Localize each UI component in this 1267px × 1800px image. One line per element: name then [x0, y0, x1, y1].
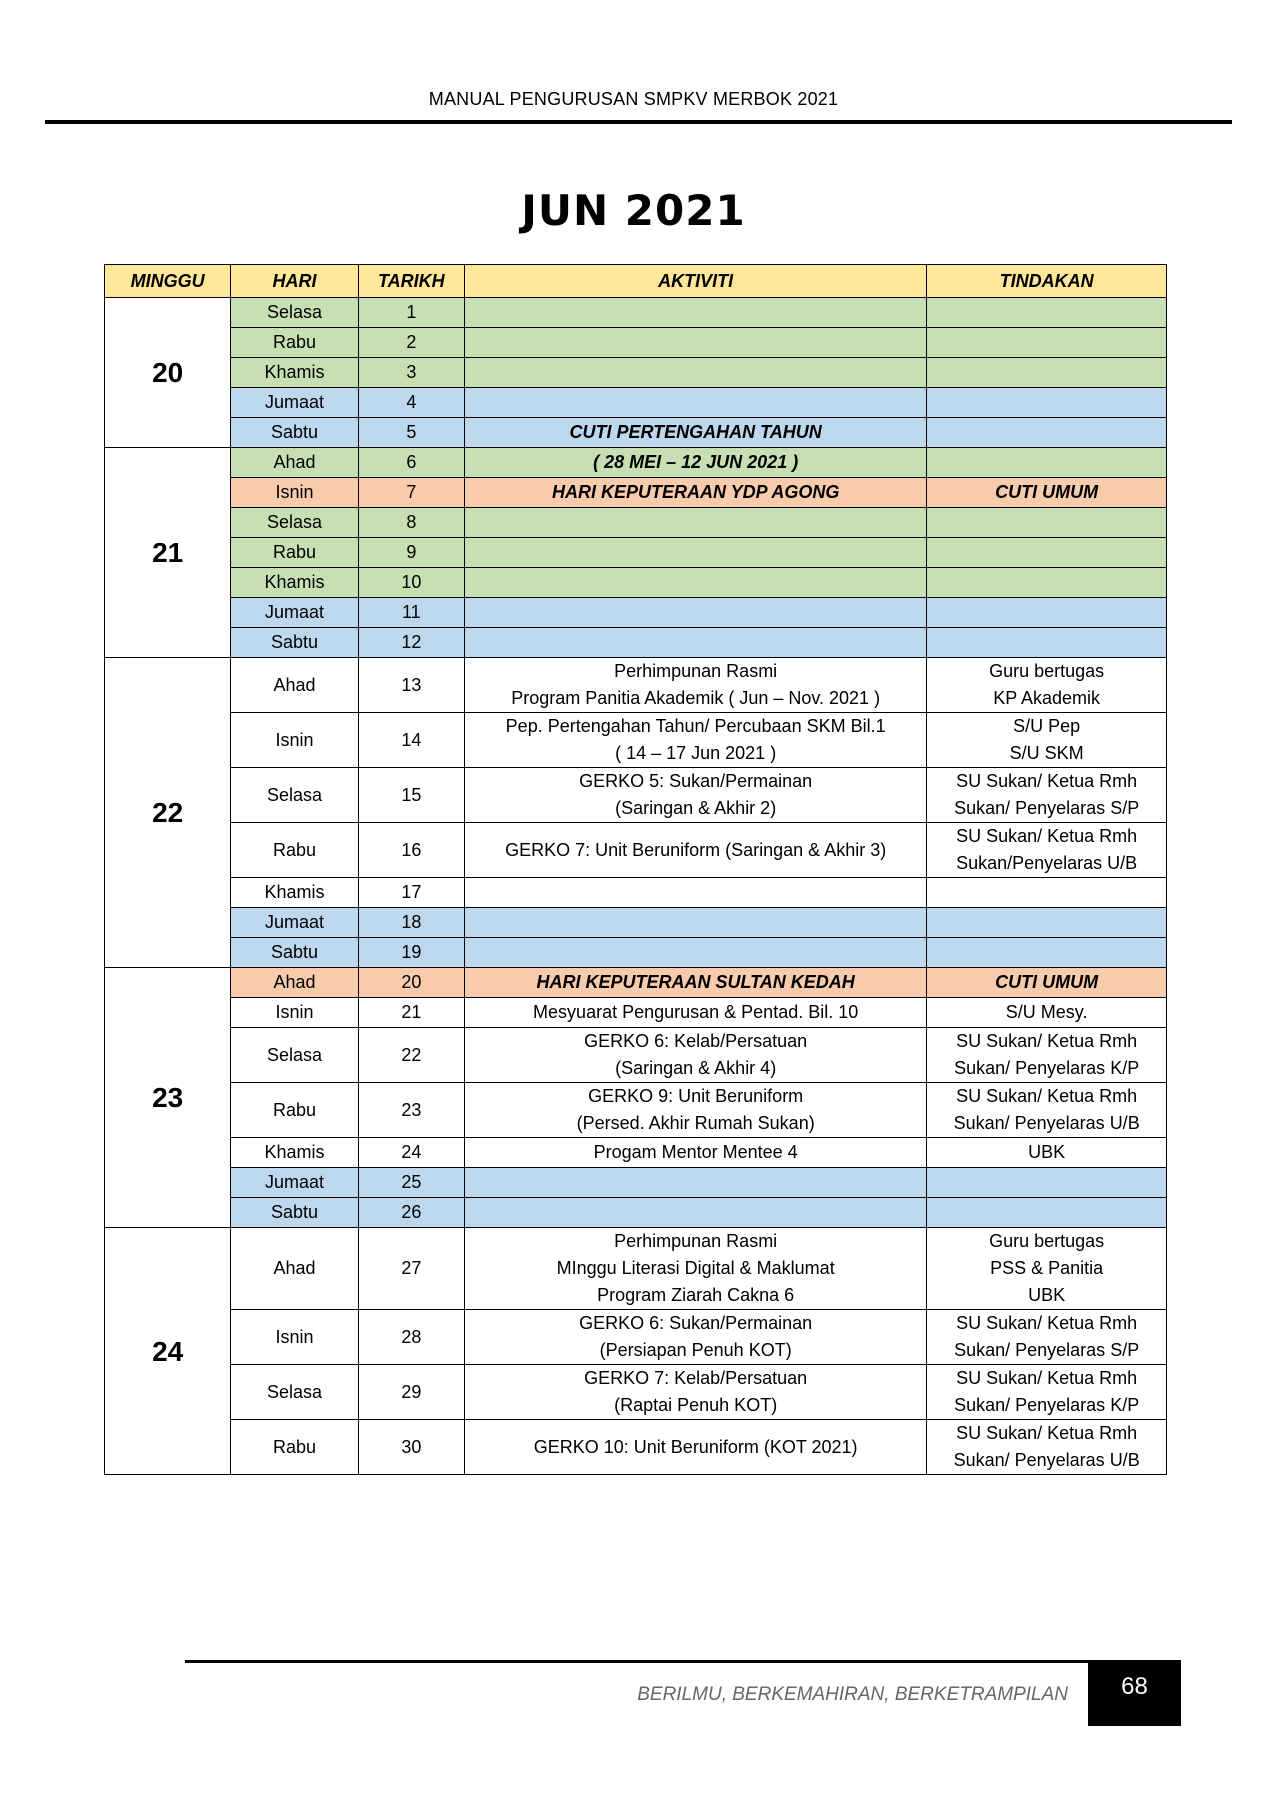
activity-cell	[465, 938, 927, 968]
day-cell: Jumaat	[231, 388, 358, 418]
date-cell: 10	[358, 568, 464, 598]
date-cell: 4	[358, 388, 464, 418]
activity-cell: GERKO 9: Unit Beruniform (Persed. Akhir Rumah Sukan)	[465, 1083, 927, 1138]
date-cell: 12	[358, 628, 464, 658]
activity-cell: Pep. Pertengahan Tahun/ Percubaan SKM Bil.1 ( 14 – 17 Jun 2021 )	[465, 713, 927, 768]
day-cell: Ahad	[231, 968, 358, 998]
table-row	[105, 878, 1167, 908]
table-row	[105, 998, 1167, 1028]
table-row	[105, 1365, 1167, 1420]
table-row	[105, 298, 1167, 328]
table-row	[105, 658, 1167, 713]
header-hari: HARI	[231, 265, 358, 298]
activity-cell	[465, 908, 927, 938]
date-cell: 17	[358, 878, 464, 908]
table-row	[105, 1310, 1167, 1365]
date-cell: 3	[358, 358, 464, 388]
day-cell: Selasa	[231, 298, 358, 328]
table-row	[105, 1083, 1167, 1138]
date-cell: 18	[358, 908, 464, 938]
action-cell	[927, 298, 1167, 328]
activity-cell	[465, 538, 927, 568]
week-cell: 24	[105, 1228, 231, 1475]
day-cell: Khamis	[231, 1138, 358, 1168]
day-cell: Selasa	[231, 768, 358, 823]
activity-cell: Perhimpunan Rasmi MInggu Literasi Digital & Maklumat Program Ziarah Cakna 6	[465, 1228, 927, 1310]
day-cell: Khamis	[231, 568, 358, 598]
table-row	[105, 358, 1167, 388]
day-cell: Isnin	[231, 1310, 358, 1365]
day-cell: Isnin	[231, 998, 358, 1028]
date-cell: 24	[358, 1138, 464, 1168]
day-cell: Ahad	[231, 658, 358, 713]
day-cell: Sabtu	[231, 418, 358, 448]
week-cell: 23	[105, 968, 231, 1228]
action-cell: S/U Mesy.	[927, 998, 1167, 1028]
date-cell: 20	[358, 968, 464, 998]
date-cell: 22	[358, 1028, 464, 1083]
day-cell: Ahad	[231, 448, 358, 478]
day-cell: Rabu	[231, 328, 358, 358]
day-cell: Khamis	[231, 358, 358, 388]
action-cell: Guru bertugas KP Akademik	[927, 658, 1167, 713]
activity-cell	[465, 568, 927, 598]
action-cell: UBK	[927, 1138, 1167, 1168]
activity-cell: ( 28 MEI – 12 JUN 2021 )	[465, 448, 927, 478]
action-cell: S/U Pep S/U SKM	[927, 713, 1167, 768]
activity-cell	[465, 298, 927, 328]
activity-cell: Perhimpunan Rasmi Program Panitia Akademik ( Jun – Nov. 2021 )	[465, 658, 927, 713]
date-cell: 2	[358, 328, 464, 358]
action-cell: SU Sukan/ Ketua Rmh Sukan/ Penyelaras S/P	[927, 1310, 1167, 1365]
day-cell: Jumaat	[231, 908, 358, 938]
action-cell: SU Sukan/ Ketua Rmh Sukan/ Penyelaras K/P	[927, 1028, 1167, 1083]
day-cell: Ahad	[231, 1228, 358, 1310]
date-cell: 16	[358, 823, 464, 878]
table-row	[105, 1420, 1167, 1475]
day-cell: Sabtu	[231, 938, 358, 968]
action-cell	[927, 878, 1167, 908]
activity-cell: Progam Mentor Mentee 4	[465, 1138, 927, 1168]
activity-cell: CUTI PERTENGAHAN TAHUN	[465, 418, 927, 448]
activity-cell: GERKO 5: Sukan/Permainan (Saringan & Akhir 2)	[465, 768, 927, 823]
week-cell: 22	[105, 658, 231, 968]
action-cell: SU Sukan/ Ketua Rmh Sukan/Penyelaras U/B	[927, 823, 1167, 878]
table-row	[105, 768, 1167, 823]
date-cell: 15	[358, 768, 464, 823]
table-row	[105, 478, 1167, 508]
header-minggu: MINGGU	[105, 265, 231, 298]
table-row	[105, 938, 1167, 968]
table-row	[105, 1168, 1167, 1198]
activity-cell	[465, 508, 927, 538]
activity-cell	[465, 388, 927, 418]
table-row	[105, 713, 1167, 768]
day-cell: Isnin	[231, 713, 358, 768]
date-cell: 25	[358, 1168, 464, 1198]
date-cell: 19	[358, 938, 464, 968]
date-cell: 29	[358, 1365, 464, 1420]
table-row	[105, 448, 1167, 478]
action-cell	[927, 568, 1167, 598]
date-cell: 6	[358, 448, 464, 478]
activity-cell: GERKO 7: Kelab/Persatuan (Raptai Penuh KOT)	[465, 1365, 927, 1420]
date-cell: 30	[358, 1420, 464, 1475]
header-tindakan: TINDAKAN	[927, 265, 1167, 298]
day-cell: Sabtu	[231, 628, 358, 658]
action-cell: Guru bertugas PSS & Panitia UBK	[927, 1228, 1167, 1310]
activity-cell	[465, 628, 927, 658]
date-cell: 7	[358, 478, 464, 508]
date-cell: 27	[358, 1228, 464, 1310]
action-cell: CUTI UMUM	[927, 478, 1167, 508]
action-cell	[927, 388, 1167, 418]
table-header-row	[105, 265, 1167, 298]
page-number: 68	[1088, 1660, 1181, 1726]
table-row	[105, 1198, 1167, 1228]
day-cell: Selasa	[231, 1028, 358, 1083]
footer-motto: BERILMU, BERKEMAHIRAN, BERKETRAMPILAN	[637, 1684, 1068, 1705]
table-row	[105, 823, 1167, 878]
date-cell: 26	[358, 1198, 464, 1228]
action-cell	[927, 1168, 1167, 1198]
table-row	[105, 628, 1167, 658]
activity-cell: GERKO 7: Unit Beruniform (Saringan & Akhir 3)	[465, 823, 927, 878]
header-divider	[45, 120, 1232, 124]
day-cell: Rabu	[231, 538, 358, 568]
day-cell: Khamis	[231, 878, 358, 908]
week-cell: 21	[105, 448, 231, 658]
activity-cell	[465, 1198, 927, 1228]
header-tarikh: TARIKH	[358, 265, 464, 298]
date-cell: 1	[358, 298, 464, 328]
action-cell	[927, 328, 1167, 358]
date-cell: 11	[358, 598, 464, 628]
action-cell: SU Sukan/ Ketua Rmh Sukan/ Penyelaras K/P	[927, 1365, 1167, 1420]
table-row	[105, 968, 1167, 998]
schedule-table	[104, 264, 1167, 1475]
activity-cell: GERKO 6: Sukan/Permainan (Persiapan Penuh KOT)	[465, 1310, 927, 1365]
day-cell: Selasa	[231, 508, 358, 538]
activity-cell: HARI KEPUTERAAN YDP AGONG	[465, 478, 927, 508]
date-cell: 23	[358, 1083, 464, 1138]
day-cell: Rabu	[231, 823, 358, 878]
header-aktiviti: AKTIVITI	[465, 265, 927, 298]
action-cell	[927, 448, 1167, 478]
document-header: MANUAL PENGURUSAN SMPKV MERBOK 2021	[428, 89, 839, 109]
table-row	[105, 538, 1167, 568]
day-cell: Rabu	[231, 1083, 358, 1138]
date-cell: 21	[358, 998, 464, 1028]
activity-cell	[465, 328, 927, 358]
action-cell	[927, 418, 1167, 448]
day-cell: Selasa	[231, 1365, 358, 1420]
activity-cell: GERKO 10: Unit Beruniform (KOT 2021)	[465, 1420, 927, 1475]
date-cell: 5	[358, 418, 464, 448]
activity-cell: HARI KEPUTERAAN SULTAN KEDAH	[465, 968, 927, 998]
action-cell	[927, 628, 1167, 658]
activity-cell	[465, 358, 927, 388]
table-row	[105, 388, 1167, 418]
action-cell	[927, 508, 1167, 538]
date-cell: 8	[358, 508, 464, 538]
date-cell: 14	[358, 713, 464, 768]
table-row	[105, 418, 1167, 448]
activity-cell: Mesyuarat Pengurusan & Pentad. Bil. 10	[465, 998, 927, 1028]
table-row	[105, 1138, 1167, 1168]
table-row	[105, 908, 1167, 938]
date-cell: 9	[358, 538, 464, 568]
table-row	[105, 1028, 1167, 1083]
action-cell	[927, 538, 1167, 568]
action-cell: SU Sukan/ Ketua Rmh Sukan/ Penyelaras U/B	[927, 1083, 1167, 1138]
table-row	[105, 508, 1167, 538]
action-cell	[927, 908, 1167, 938]
activity-cell: GERKO 6: Kelab/Persatuan (Saringan & Akhir 4)	[465, 1028, 927, 1083]
action-cell: SU Sukan/ Ketua Rmh Sukan/ Penyelaras U/B	[927, 1420, 1167, 1475]
action-cell: CUTI UMUM	[927, 968, 1167, 998]
day-cell: Rabu	[231, 1420, 358, 1475]
date-cell: 13	[358, 658, 464, 713]
week-cell: 20	[105, 298, 231, 448]
action-cell: SU Sukan/ Ketua Rmh Sukan/ Penyelaras S/P	[927, 768, 1167, 823]
table-row	[105, 598, 1167, 628]
day-cell: Isnin	[231, 478, 358, 508]
activity-cell	[465, 598, 927, 628]
day-cell: Jumaat	[231, 1168, 358, 1198]
action-cell	[927, 598, 1167, 628]
day-cell: Jumaat	[231, 598, 358, 628]
table-row	[105, 328, 1167, 358]
footer-divider	[185, 1660, 1090, 1663]
table-row	[105, 1228, 1167, 1310]
action-cell	[927, 1198, 1167, 1228]
action-cell	[927, 358, 1167, 388]
date-cell: 28	[358, 1310, 464, 1365]
day-cell: Sabtu	[231, 1198, 358, 1228]
action-cell	[927, 938, 1167, 968]
activity-cell	[465, 1168, 927, 1198]
table-row	[105, 568, 1167, 598]
activity-cell	[465, 878, 927, 908]
page-title: JUN 2021	[521, 186, 746, 235]
